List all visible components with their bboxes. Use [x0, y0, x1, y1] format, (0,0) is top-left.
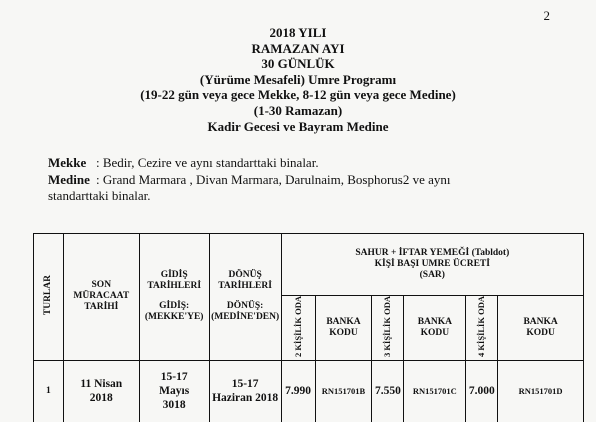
header-text: 2 KİŞİLİK ODA	[292, 296, 303, 357]
banka-kodu-header	[404, 296, 466, 361]
cell-text: 11 Nisan	[80, 378, 123, 391]
cell-text: 15-17	[231, 378, 259, 391]
header-text: TARİHİ	[84, 302, 119, 313]
header-text: BANKA	[326, 316, 361, 327]
page-number: 2	[543, 8, 550, 23]
cell-text: Mayıs	[159, 385, 190, 398]
code2-cell	[315, 360, 372, 422]
medine-hotel-list: : Grand Marmara , Divan Marmara, Darulnaim, Bosphorus2 ve aynı	[96, 171, 451, 187]
code4-cell	[498, 360, 584, 422]
header-text: BANKA	[523, 316, 558, 327]
title-line: 2018 YILI	[269, 25, 327, 40]
header-text: BANKA	[417, 316, 452, 327]
mekke-hotel-list: : Bedir, Cezire ve aynı standarttaki binalar.	[96, 155, 319, 170]
program-title	[0, 25, 596, 134]
header-text: DÖNÜŞ	[228, 270, 262, 281]
title-line: 30 GÜNLÜK	[261, 56, 335, 72]
medine-label: Medine	[48, 171, 90, 187]
table-header-row	[34, 234, 584, 296]
cell-text: RN151701D	[518, 386, 563, 397]
title-line: Kadir Gecesi ve Bayram Medine	[207, 118, 389, 134]
title-line: (1-30 Ramazan)	[253, 102, 343, 118]
header-text: (MEKKE'YE)	[144, 312, 204, 323]
price3-cell	[372, 360, 404, 422]
room2-header	[281, 296, 315, 361]
header-text: KODU	[420, 327, 450, 338]
cell-text: RN151701C	[412, 386, 457, 397]
code3-cell	[404, 360, 466, 422]
cell-text: 15-17	[160, 371, 188, 384]
cell-text: 7.990	[285, 385, 312, 398]
price-table	[33, 233, 584, 422]
turlar-header	[34, 234, 64, 361]
price4-cell	[466, 360, 498, 422]
donus-cell	[209, 360, 281, 422]
tur-number: 1	[46, 386, 51, 397]
gidis-header	[139, 234, 209, 361]
cell-text: 2018	[89, 392, 113, 405]
header-text: KODU	[526, 327, 555, 338]
header-text: MÜRACAAT	[73, 291, 130, 302]
gidis-cell	[139, 360, 209, 422]
son-muracaat-header	[63, 234, 139, 361]
banka-kodu-header	[315, 296, 372, 361]
medine-hotel-list-cont: standarttaki binalar.	[48, 188, 151, 203]
mekke-label: Mekke	[48, 155, 87, 170]
header-text: GİDİŞ	[160, 270, 188, 281]
cell-text: Haziran 2018	[212, 392, 279, 405]
tur-cell	[34, 360, 64, 422]
turlar-header-text: TURLAR	[42, 275, 53, 316]
hotel-info	[48, 155, 451, 205]
header-text: 4 KİŞİLİK ODA	[476, 296, 487, 357]
header-text: KODU	[329, 327, 358, 338]
header-text: (MEDİNE'DEN)	[211, 312, 280, 323]
cell-text: RN151701B	[321, 386, 366, 397]
header-text: GİDİŞ:	[159, 301, 190, 312]
title-line: (Yürüme Mesafeli) Umre Programı	[199, 71, 397, 87]
title-line: (19-22 gün veya gece Mekke, 8-12 gün veya gece Medine)	[140, 87, 456, 103]
header-text: 3 KİŞİLİK ODA	[382, 296, 393, 357]
banka-kodu-header	[498, 296, 584, 361]
cell-text: 7.000	[468, 385, 495, 398]
header-text: SON	[91, 280, 112, 291]
son-muracaat-cell	[63, 360, 139, 422]
title-line: RAMAZAN AYI	[251, 40, 345, 56]
table-row	[34, 360, 584, 422]
cell-text: 7.550	[374, 385, 401, 398]
cell-text: 3018	[162, 399, 186, 412]
header-text: KİŞİ BAŞI UMRE ÜCRETİ	[374, 259, 490, 269]
donus-header	[209, 234, 281, 361]
header-text: TARİHLERİ	[147, 281, 202, 292]
header-text: TARİHLERİ	[218, 281, 272, 292]
room4-header	[466, 296, 498, 361]
header-text: (SAR)	[419, 270, 445, 280]
mekke-hotels	[48, 155, 451, 172]
header-text: DÖNÜŞ:	[226, 301, 264, 312]
price-group-header	[281, 234, 583, 296]
room3-header	[372, 296, 404, 361]
price2-cell	[281, 360, 315, 422]
header-text: SAHUR + İFTAR YEMEĞİ (Tabldot)	[355, 248, 510, 258]
medine-hotels	[48, 172, 451, 189]
